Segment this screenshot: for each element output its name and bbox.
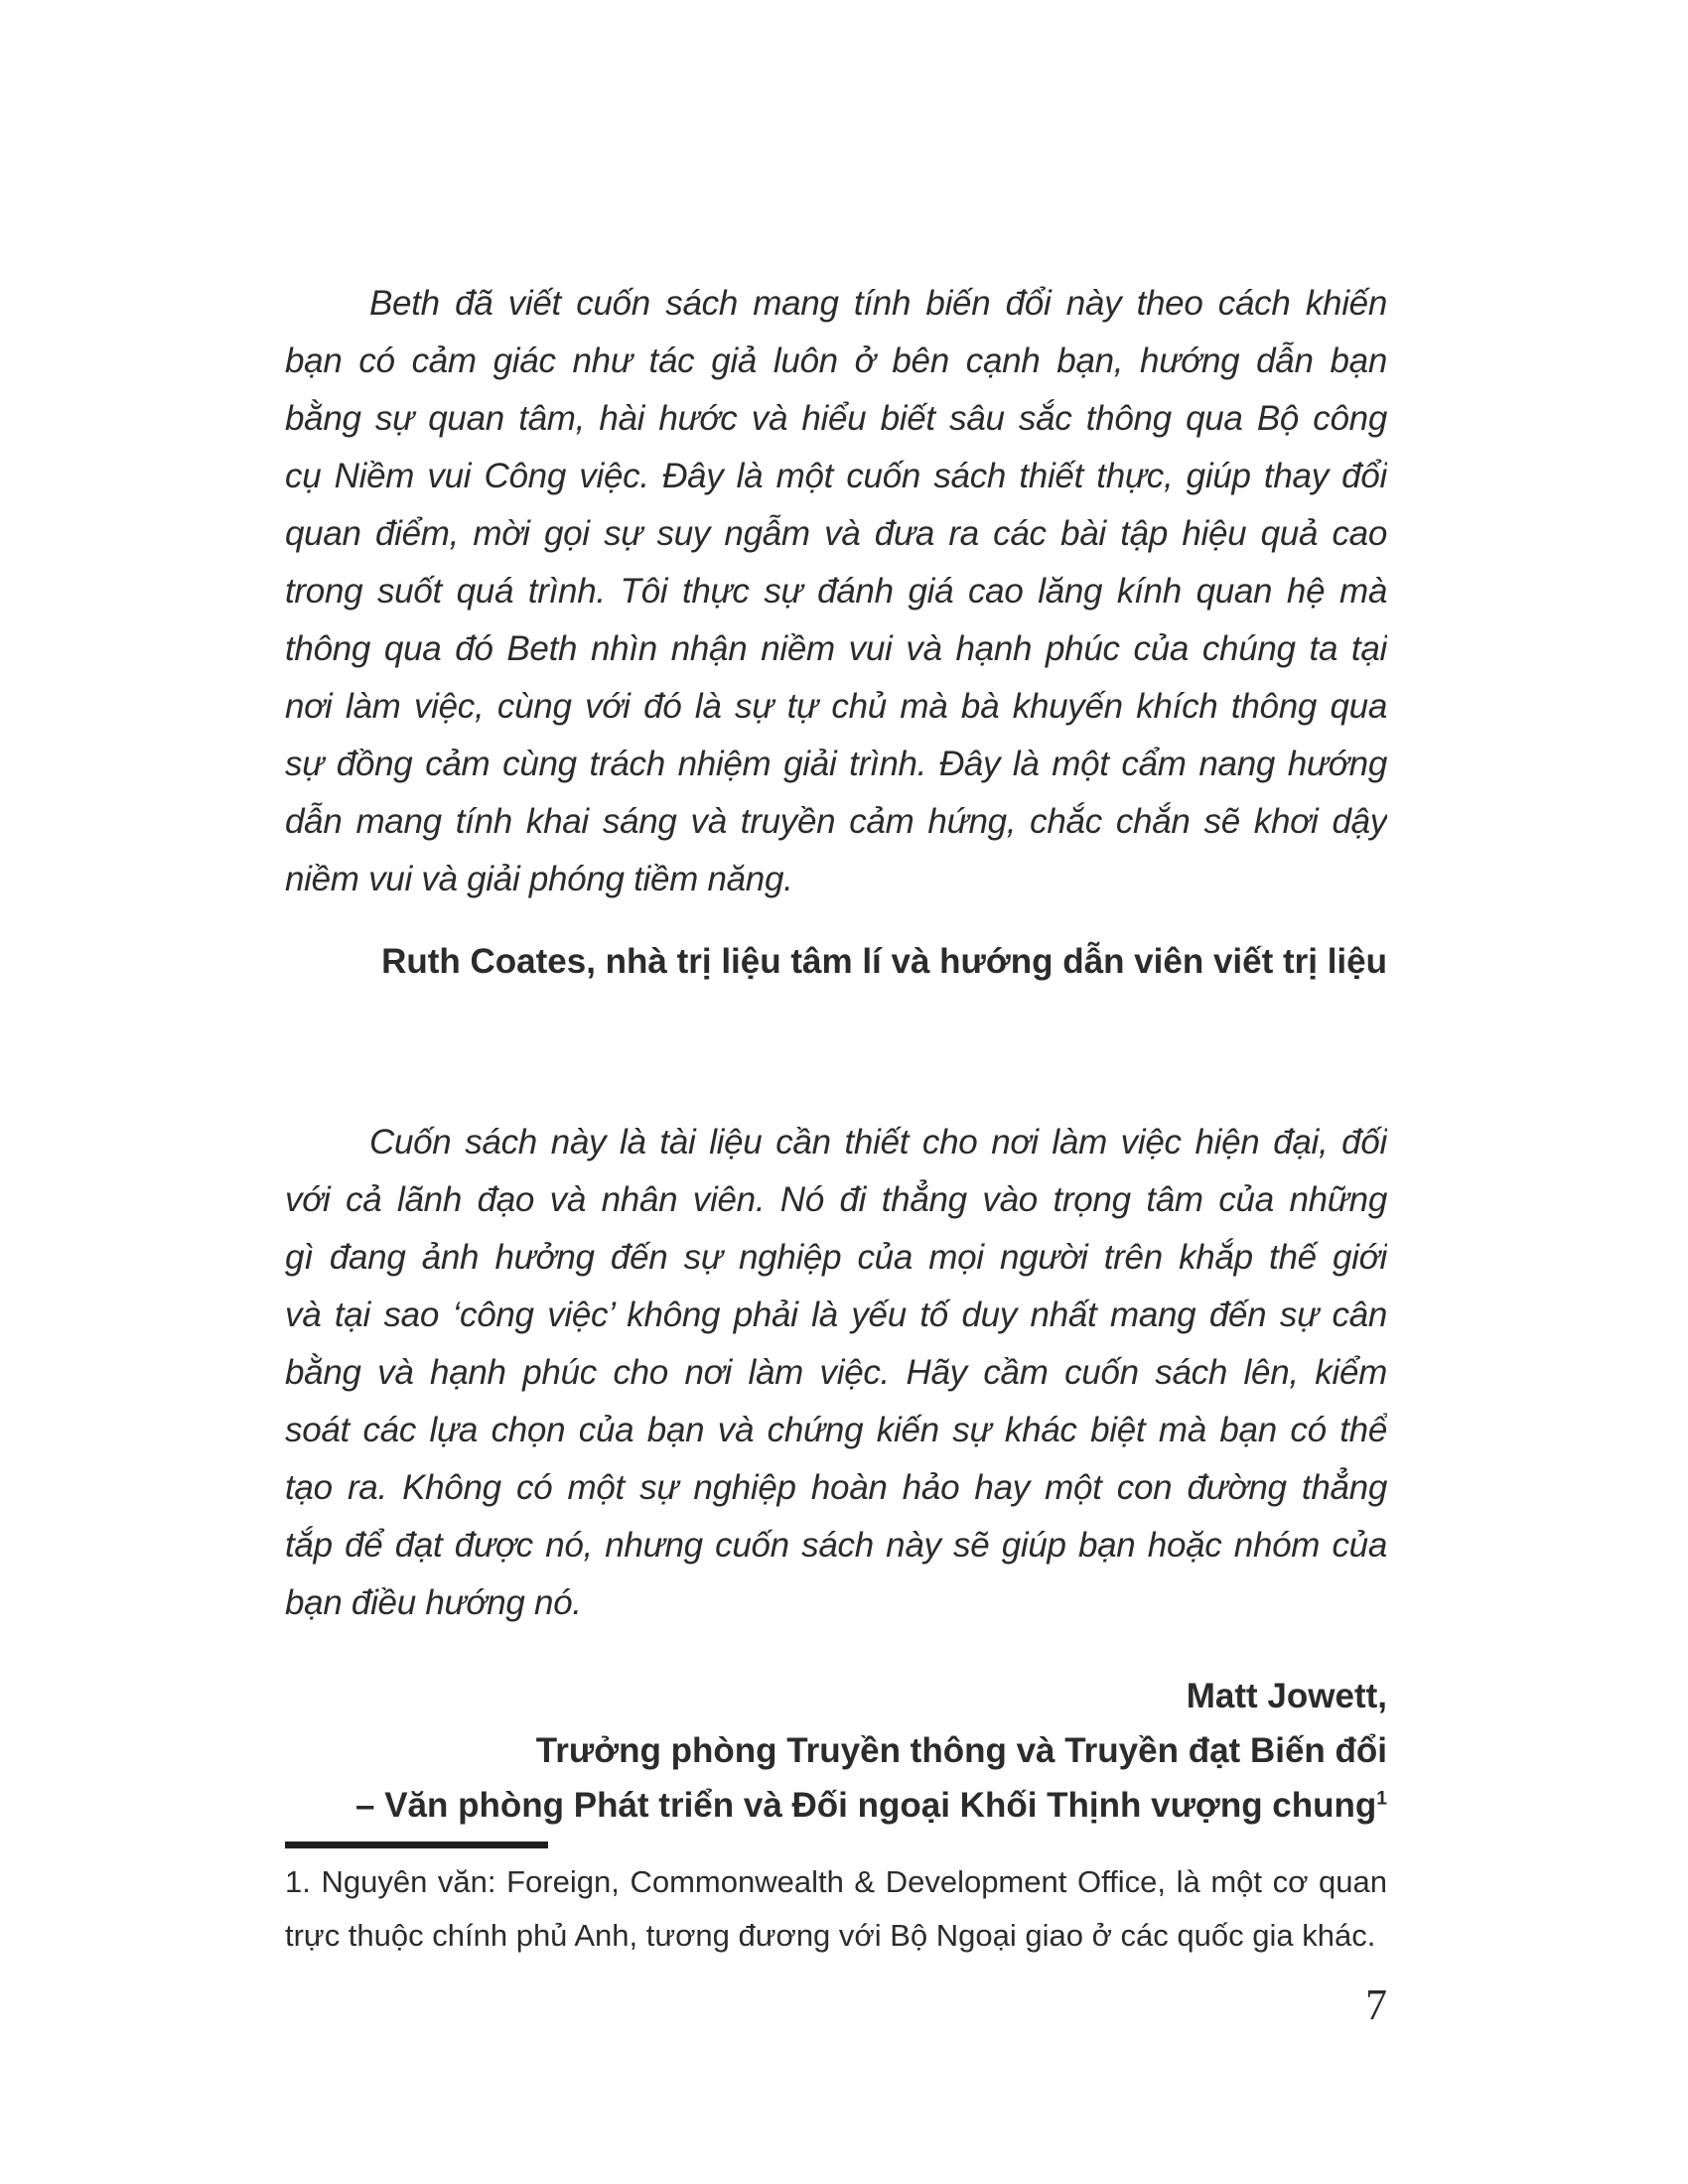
quote-line: Beth đã viết cuốn sách mang tính biến đổi này theo cách khiến xyxy=(369,284,1387,323)
quote-line: cụ Niềm vui Công việc. Đây là một cuốn sách thiết thực, giúp thay đổi xyxy=(285,457,1387,495)
quote-line: soát các lựa chọn của bạn và chứng kiến sự khác biệt mà bạn có thể xyxy=(285,1411,1387,1449)
quote-line: gì đang ảnh hưởng đến sự nghiệp của mọi người trên khắp thế giới xyxy=(285,1238,1387,1277)
quote-line: bằng sự quan tâm, hài hước và hiểu biết sâu sắc thông qua Bộ công xyxy=(285,399,1387,438)
quote-line: tắp để đạt được nó, nhưng cuốn sách này sẽ giúp bạn hoặc nhóm của xyxy=(285,1526,1387,1565)
quote-line: nơi làm việc, cùng với đó là sự tự chủ mà bà khuyến khích thông qua xyxy=(285,687,1387,726)
quote-line: bạn có cảm giác như tác giả luôn ở bên cạnh bạn, hướng dẫn bạn xyxy=(285,341,1387,380)
quote-line: quan điểm, mời gọi sự suy ngẫm và đưa ra các bài tập hiệu quả cao xyxy=(285,514,1387,553)
quote-line: trong suốt quá trình. Tôi thực sự đánh giá cao lăng kính quan hệ mà xyxy=(285,572,1387,611)
quote-line: bằng và hạnh phúc cho nơi làm việc. Hãy cầm cuốn sách lên, kiểm xyxy=(285,1353,1387,1392)
attribution-organization xyxy=(285,1778,1387,1833)
quote-line: tạo ra. Không có một sự nghiệp hoàn hảo hay một con đường thẳng xyxy=(285,1468,1387,1507)
attribution-name: Matt Jowett, xyxy=(1186,1677,1387,1715)
testimonial-quote-2 xyxy=(285,1114,1387,1632)
quote-line: Cuốn sách này là tài liệu cần thiết cho nơi làm việc hiện đại, đối xyxy=(369,1123,1387,1161)
footnote-separator xyxy=(285,1842,548,1848)
footnote-line: 1. Nguyên văn: Foreign, Commonwealth & Development Office, là một cơ quan xyxy=(285,1864,1387,1899)
quote-line: dẫn mang tính khai sáng và truyền cảm hứng, chắc chắn sẽ khơi dậy xyxy=(285,802,1387,841)
footnote xyxy=(285,1855,1387,1963)
quote-line: với cả lãnh đạo và nhân viên. Nó đi thẳng vào trọng tâm của những xyxy=(285,1180,1387,1219)
attribution-matt-jowett xyxy=(285,1669,1387,1833)
footnote-reference-marker: 1 xyxy=(1376,1788,1387,1810)
testimonial-quote-1 xyxy=(285,275,1387,908)
quote-line: niềm vui và giải phóng tiềm năng. xyxy=(285,860,793,898)
quote-line: và tại sao ‘công việc’ không phải là yếu tố duy nhất mang đến sự cân xyxy=(285,1296,1387,1334)
quote-line: bạn điều hướng nó. xyxy=(285,1583,582,1622)
attribution-title: Trưởng phòng Truyền thông và Truyền đạt Biến đổi xyxy=(535,1731,1387,1770)
attribution-organization-text: – Văn phòng Phát triển và Đối ngoại Khối Thịnh vượng chung xyxy=(355,1786,1377,1825)
quote-line: sự đồng cảm cùng trách nhiệm giải trình. Đây là một cẩm nang hướng xyxy=(285,745,1387,783)
quote-line: thông qua đó Beth nhìn nhận niềm vui và hạnh phúc của chúng ta tại xyxy=(285,629,1387,668)
attribution-ruth-coates: Ruth Coates, nhà trị liệu tâm lí và hướng dẫn viên viết trị liệu xyxy=(381,942,1387,981)
footnote-line: trực thuộc chính phủ Anh, tương đương với Bộ Ngoại giao ở các quốc gia khác. xyxy=(285,1918,1376,1953)
page-number: 7 xyxy=(1365,1980,1387,2029)
